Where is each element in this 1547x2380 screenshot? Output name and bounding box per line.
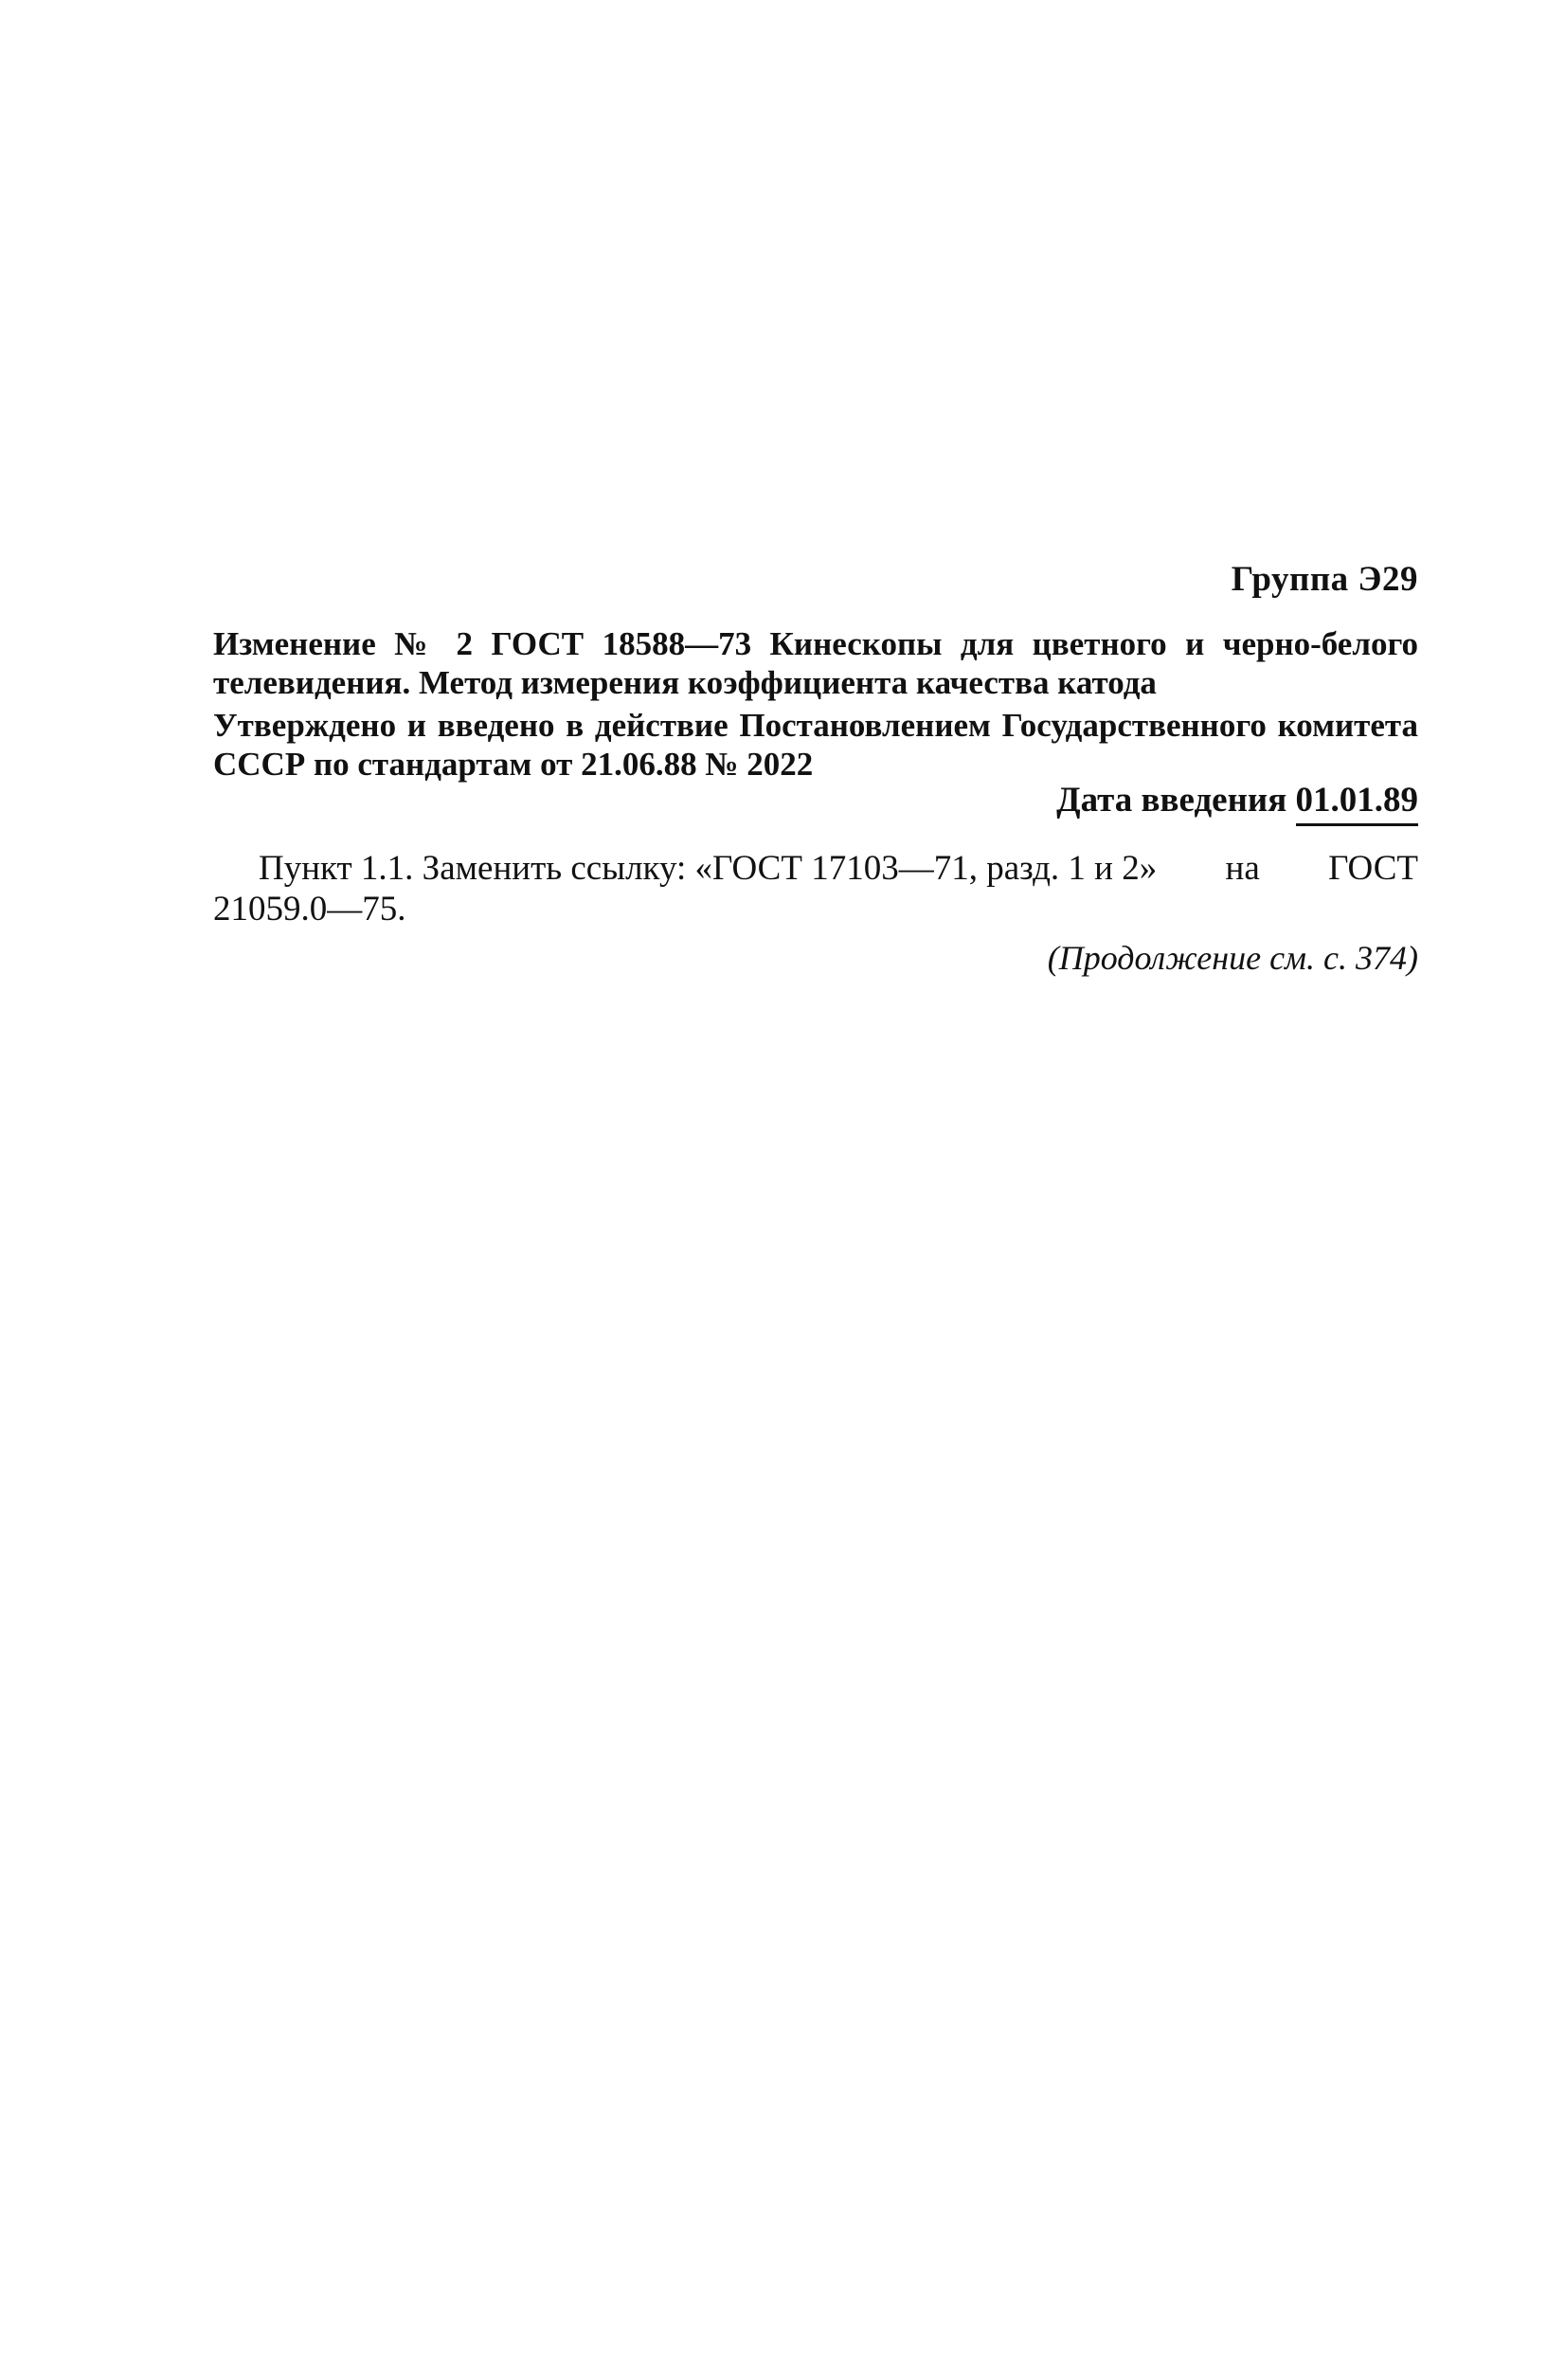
effective-date-value: 01.01.89 xyxy=(1296,781,1419,826)
effective-date-label: Дата введения xyxy=(1056,781,1287,820)
paragraph-line-2: 21059.0—75. xyxy=(213,890,406,929)
paragraph-line-1-word: на xyxy=(1225,849,1260,888)
continuation-note: (Продолжение см. с. 374) xyxy=(1047,939,1418,977)
approval-statement: Утверждено и введено в действие Постановлением Государственного комитета СССР по стандартам от 21.06.88 № 2022 xyxy=(213,707,1418,783)
paragraph-line-1-text: Пункт 1.1. Заменить ссылку: «ГОСТ 17103—71, разд. 1 и 2» xyxy=(259,849,1158,888)
group-label: Группа Э29 xyxy=(1231,560,1418,599)
paragraph-line-1-end: ГОСТ xyxy=(1328,849,1418,888)
effective-date xyxy=(1056,780,1418,820)
paragraph-line-1 xyxy=(213,848,1418,889)
amendment-title: Изменение № 2 ГОСТ 18588—73 Кинескопы для цветного и черно-белого телевидения. Метод измерения коэффициента качества катода xyxy=(213,625,1418,701)
amendment-paragraph xyxy=(213,848,1418,929)
